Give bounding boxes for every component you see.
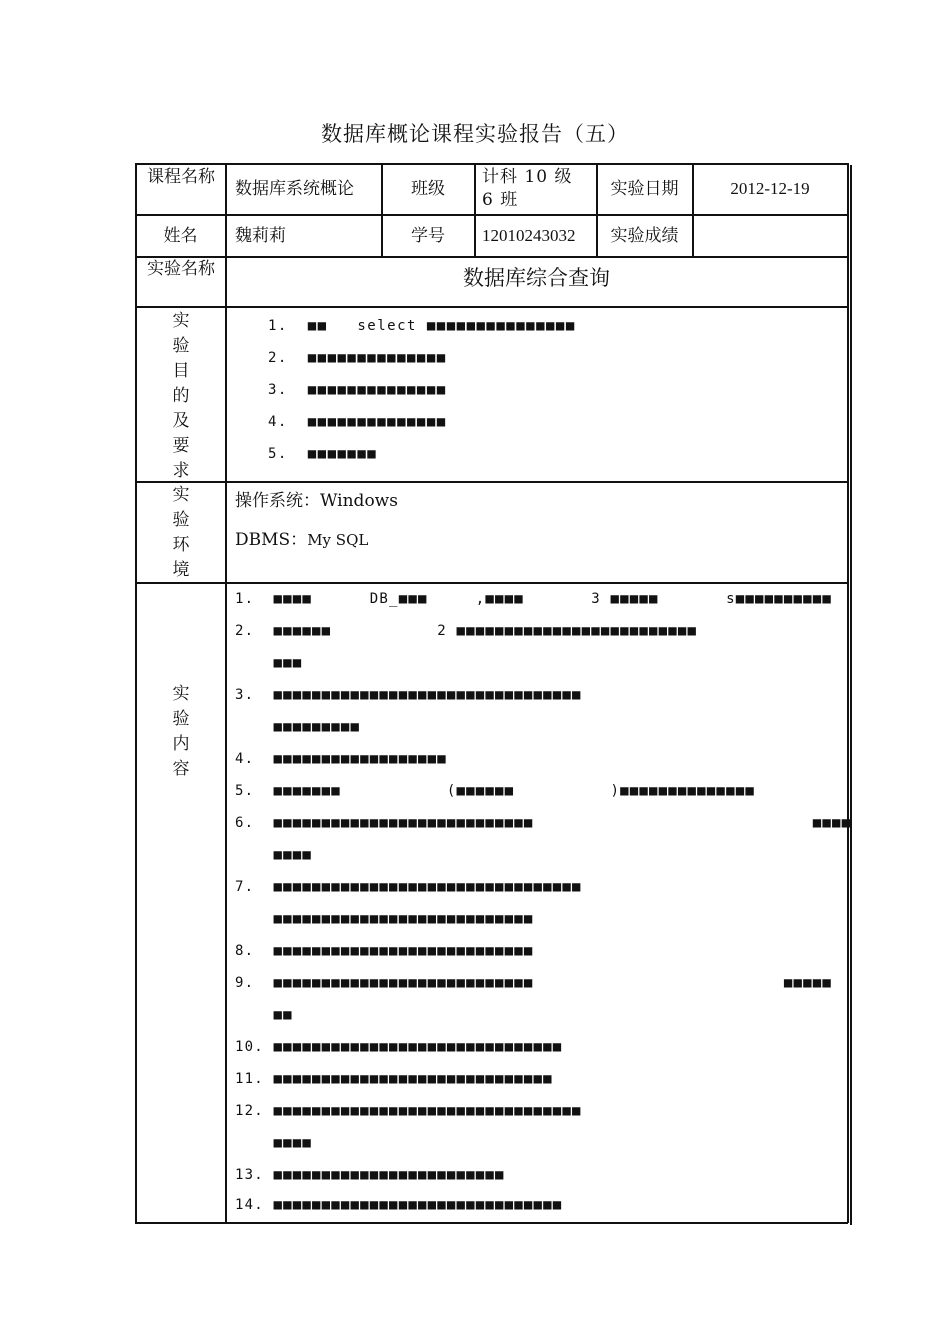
class-value: 计科 10 级 6 班 bbox=[482, 167, 573, 210]
purpose-item: 3. ■■■■■■■■■■■■■■ bbox=[268, 382, 447, 398]
table-border-bottom bbox=[135, 1222, 848, 1224]
content-label-char: 内 bbox=[172, 734, 190, 754]
content-item: 14. ■■■■■■■■■■■■■■■■■■■■■■■■■■■■■■ bbox=[235, 1197, 563, 1213]
environment-os: 操作系统：Windows bbox=[235, 491, 398, 511]
purpose-label-char: 实 bbox=[172, 311, 190, 331]
content-item: 2. ■■■■■■ 2 ■■■■■■■■■■■■■■■■■■■■■■■■■ bbox=[235, 623, 698, 639]
id-label: 学号 bbox=[411, 226, 445, 246]
purpose-item: 4. ■■■■■■■■■■■■■■ bbox=[268, 414, 447, 430]
purpose-label-char: 求 bbox=[172, 461, 190, 481]
content-item: ■■■■■■■■■■■■■■■■■■■■■■■■■■■ bbox=[235, 911, 534, 927]
content-item: 11. ■■■■■■■■■■■■■■■■■■■■■■■■■■■■■ bbox=[235, 1071, 553, 1087]
date-label: 实验日期 bbox=[610, 179, 679, 199]
course-value: 数据库系统概论 bbox=[235, 179, 354, 199]
environment-dbms-value: My SQL bbox=[307, 531, 369, 549]
content-item: ■■ bbox=[235, 1007, 293, 1023]
class-label: 班级 bbox=[411, 179, 445, 199]
score-label: 实验成绩 bbox=[610, 226, 679, 246]
environment-dbms-prefix: DBMS： bbox=[235, 530, 308, 550]
content-label-char: 实 bbox=[172, 684, 190, 704]
purpose-label-char: 验 bbox=[172, 336, 190, 356]
environment-dbms bbox=[235, 529, 368, 551]
purpose-item: 1. ■■ select ■■■■■■■■■■■■■■■ bbox=[268, 318, 576, 334]
row-divider-5 bbox=[135, 582, 848, 584]
id-value: 12010243032 bbox=[482, 226, 576, 245]
report-title: 数据库概论课程实验报告（五） bbox=[321, 122, 629, 146]
content-item: 7. ■■■■■■■■■■■■■■■■■■■■■■■■■■■■■■■■ bbox=[235, 879, 582, 895]
environment-label-char: 环 bbox=[172, 535, 190, 555]
content-item: 6. ■■■■■■■■■■■■■■■■■■■■■■■■■■■ ■■■■ bbox=[235, 815, 852, 831]
content-item: 8. ■■■■■■■■■■■■■■■■■■■■■■■■■■■ bbox=[235, 943, 534, 959]
content-item: 4. ■■■■■■■■■■■■■■■■■■ bbox=[235, 751, 447, 767]
purpose-label-char: 要 bbox=[172, 436, 190, 456]
purpose-item: 2. ■■■■■■■■■■■■■■ bbox=[268, 350, 447, 366]
content-item: 1. ■■■■ DB_■■■ ,■■■■ 3 ■■■■■ s■■■■■■■■■■ bbox=[235, 591, 832, 607]
row-divider-3 bbox=[135, 306, 848, 308]
environment-label-char: 境 bbox=[172, 560, 190, 580]
content-label-char: 容 bbox=[172, 759, 190, 779]
experiment-name-value: 数据库综合查询 bbox=[463, 266, 610, 290]
environment-label bbox=[136, 483, 226, 583]
content-item: 9. ■■■■■■■■■■■■■■■■■■■■■■■■■■■ ■■■■■ bbox=[235, 975, 832, 991]
col-divider-b bbox=[474, 163, 476, 257]
content-item: 12. ■■■■■■■■■■■■■■■■■■■■■■■■■■■■■■■■ bbox=[235, 1103, 582, 1119]
table-border-top bbox=[135, 163, 848, 165]
purpose-label-char: 的 bbox=[172, 386, 190, 406]
content-item: 10. ■■■■■■■■■■■■■■■■■■■■■■■■■■■■■■ bbox=[235, 1039, 563, 1055]
purpose-label-char: 目 bbox=[172, 361, 190, 381]
course-label: 课程名称 bbox=[147, 167, 215, 187]
environment-label-char: 验 bbox=[172, 510, 190, 530]
content-item: ■■■■ bbox=[235, 1135, 313, 1151]
experiment-name-label: 实验名称 bbox=[147, 259, 215, 279]
date-value: 2012-12-19 bbox=[730, 179, 810, 198]
content-label-char: 验 bbox=[172, 709, 190, 729]
purpose-label-char: 及 bbox=[172, 411, 190, 431]
name-label: 姓名 bbox=[163, 226, 198, 246]
content-item: 13. ■■■■■■■■■■■■■■■■■■■■■■■■ bbox=[235, 1167, 505, 1183]
purpose-label bbox=[136, 309, 226, 484]
row-divider-4 bbox=[135, 481, 848, 483]
row-divider-2 bbox=[135, 256, 848, 258]
environment-label-char: 实 bbox=[172, 485, 190, 505]
name-value: 魏莉莉 bbox=[235, 226, 286, 246]
row-divider-1 bbox=[135, 214, 848, 216]
content-item: 3. ■■■■■■■■■■■■■■■■■■■■■■■■■■■■■■■■ bbox=[235, 687, 582, 703]
content-item: ■■■■■■■■■ bbox=[235, 719, 361, 735]
content-item: ■■■ bbox=[235, 655, 303, 671]
content-label bbox=[136, 682, 226, 782]
content-item: 5. ■■■■■■■ (■■■■■■ )■■■■■■■■■■■■■■ bbox=[235, 783, 755, 799]
purpose-item: 5. ■■■■■■■ bbox=[268, 446, 378, 462]
table-border-right bbox=[847, 163, 849, 1223]
content-item: ■■■■ bbox=[235, 847, 313, 863]
table-border-right-shadow bbox=[850, 165, 852, 1225]
